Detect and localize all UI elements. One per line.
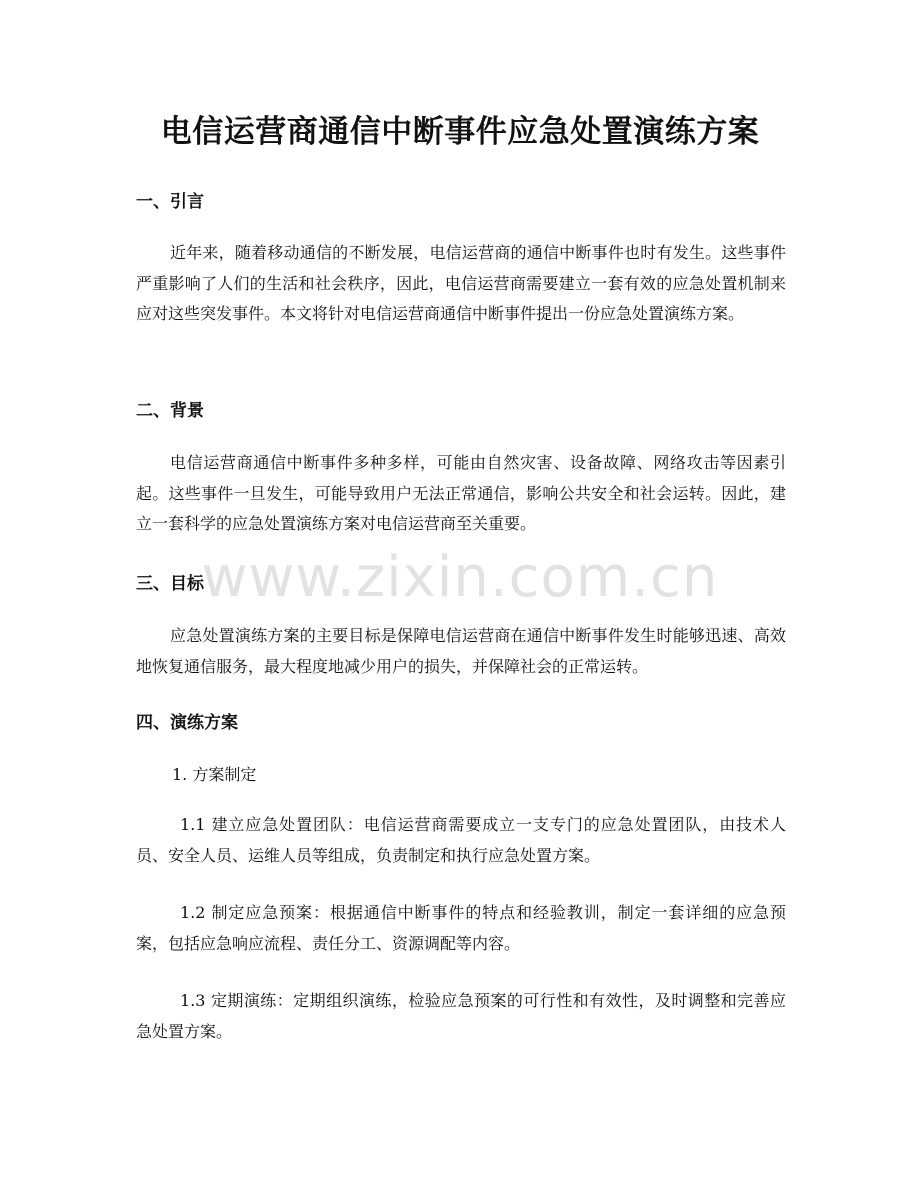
list-item-response-team: 1.1 建立应急处置团队：电信运营商需要成立一支专门的应急处置团队，由技术人员、安全人员、运维人员等组成，负责制定和执行应急处置方案。 (136, 815, 786, 865)
subsection-heading-plan-formulation: 1. 方案制定 (172, 765, 257, 784)
watermark-text: www.zixin.com.cn (201, 545, 719, 610)
list-item-emergency-plan: 1.2 制定应急预案：根据通信中断事件的特点和经验教训，制定一套详细的应急预案，包括应急响应流程、责任分工、资源调配等内容。 (136, 903, 786, 953)
section-paragraph-goals: 应急处置演练方案的主要目标是保障电信运营商在通信中断事件发生时能够迅速、高效地恢复通信服务，最大程度地减少用户的损失，并保障社会的正常运转。 (136, 626, 786, 676)
section-paragraph-introduction: 近年来，随着移动通信的不断发展，电信运营商的通信中断事件也时有发生。这些事件严重影响了人们的生活和社会秩序，因此，电信运营商需要建立一套有效的应急处置机制来应对这些突发事件。本文将针对电信运营商通信中断事件提出一份应急处置演练方案。 (136, 243, 786, 323)
section-heading-introduction: 一、引言 (136, 192, 204, 212)
document-title: 电信运营商通信中断事件应急处置演练方案 (160, 114, 760, 150)
list-item-regular-drills: 1.3 定期演练：定期组织演练，检验应急预案的可行性和有效性，及时调整和完善应急处置方案。 (136, 991, 786, 1041)
section-heading-background: 二、背景 (136, 401, 204, 421)
section-paragraph-background: 电信运营商通信中断事件多种多样，可能由自然灾害、设备故障、网络攻击等因素引起。这些事件一旦发生，可能导致用户无法正常通信，影响公共安全和社会运转。因此，建立一套科学的应急处置演练方案对电信运营商至关重要。 (136, 453, 786, 533)
section-heading-goals: 三、目标 (136, 574, 204, 594)
section-heading-drill-plan: 四、演练方案 (136, 713, 238, 733)
